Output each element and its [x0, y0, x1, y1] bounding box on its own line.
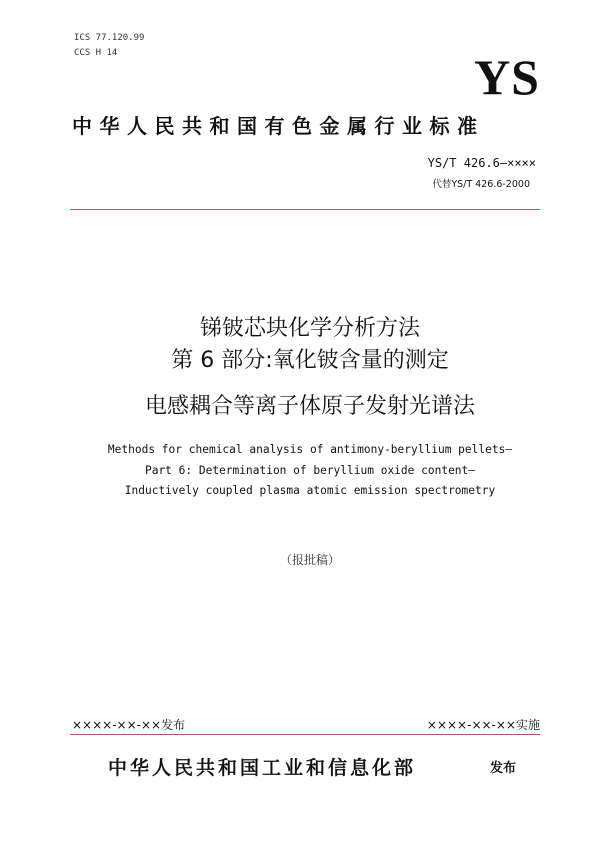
- publish-date: ××××-××-××发布: [72, 718, 186, 732]
- standard-type-heading: 中华人民共和国有色金属行业标准: [72, 114, 485, 138]
- ccs-code: CCS H 14: [74, 48, 118, 58]
- standard-code: YS/T 426.6—××××: [427, 156, 536, 170]
- title-en-line-3: Inductively coupled plasma atomic emission spectrometry: [124, 484, 496, 497]
- ys-logo: YS: [474, 49, 540, 105]
- bottom-divider: [70, 734, 540, 735]
- title-en-line-2: Part 6: Determination of beryllium oxide content—: [144, 464, 476, 477]
- draft-status: （报批稿）: [279, 553, 340, 567]
- ics-code: ICS 77.120.99: [74, 33, 145, 43]
- title-zh-line-3: 电感耦合等离子体原子发射光谱法: [144, 394, 475, 419]
- top-divider: [70, 209, 540, 210]
- title-en-line-1: Methods for chemical analysis of antimony-beryllium pellets—: [107, 443, 513, 456]
- replaces-standard: 代替YS/T 426.6-2000: [432, 179, 530, 190]
- issue-label: 发布: [490, 761, 517, 776]
- issuing-authority: 中华人民共和国工业和信息化部: [108, 757, 417, 779]
- title-zh-line-1: 锑铍芯块化学分析方法: [199, 316, 420, 341]
- implement-date: ××××-××-××实施: [426, 718, 540, 732]
- title-zh-line-2: 第 6 部分:氧化铍含量的测定: [171, 348, 449, 373]
